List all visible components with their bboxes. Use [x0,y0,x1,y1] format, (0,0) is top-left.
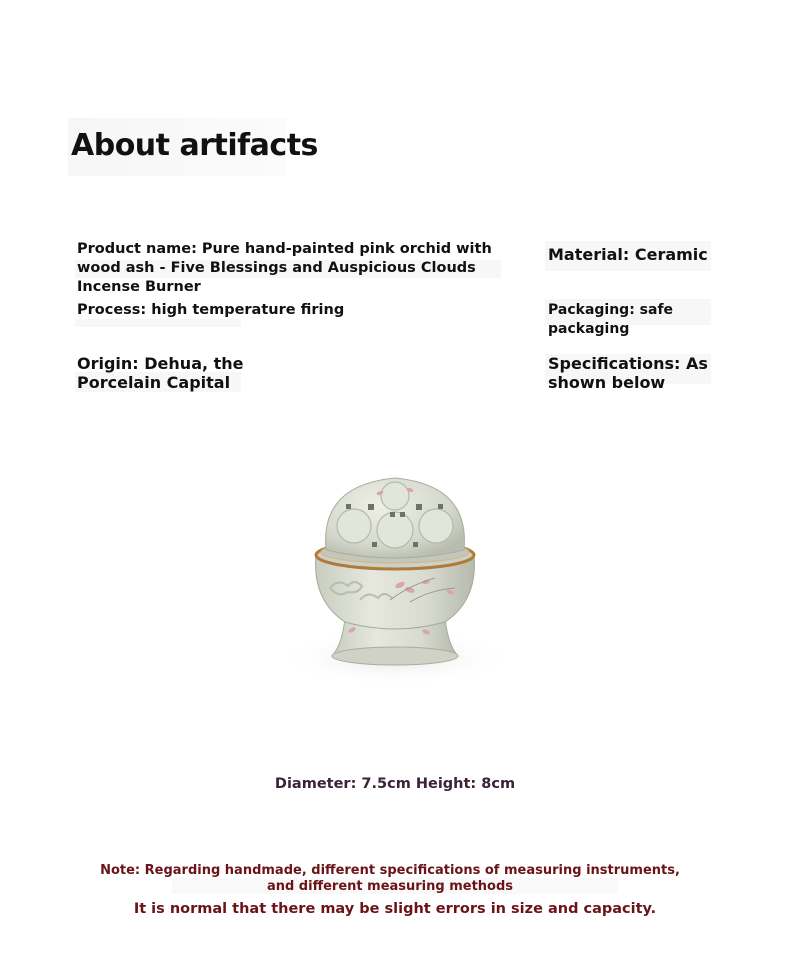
dimensions-caption: Diameter: 7.5cm Height: 8cm [274,776,516,792]
error-tolerance-note: It is normal that there may be slight errors in size and capacity. [133,901,657,917]
section-heading: About artifacts [71,128,318,163]
incense-burner-image [250,460,540,700]
spec-origin [77,354,327,392]
spec-material-text: Material: Ceramic [548,245,708,264]
spec-origin-text: Origin: Dehua, the Porcelain Capital [77,354,244,392]
spec-packaging [548,301,748,339]
spec-process [77,301,377,320]
spec-product-name-text: Product name: Pure hand-painted pink orchid with wood ash - Five Blessings and Auspicious Clouds Incense Burner [77,241,492,295]
spec-material [548,245,748,264]
spec-specifications [548,354,718,392]
spec-product-name [77,240,517,297]
spec-process-text: Process: high temperature firing [77,302,345,318]
section-heading-box [68,118,318,176]
handmade-note: Note: Regarding handmade, different specifications of measuring instruments, and different measuring methods [100,863,680,894]
spec-specifications-text: Specifications: As shown below [548,354,708,392]
spec-packaging-text: Packaging: safe packaging [548,302,674,337]
